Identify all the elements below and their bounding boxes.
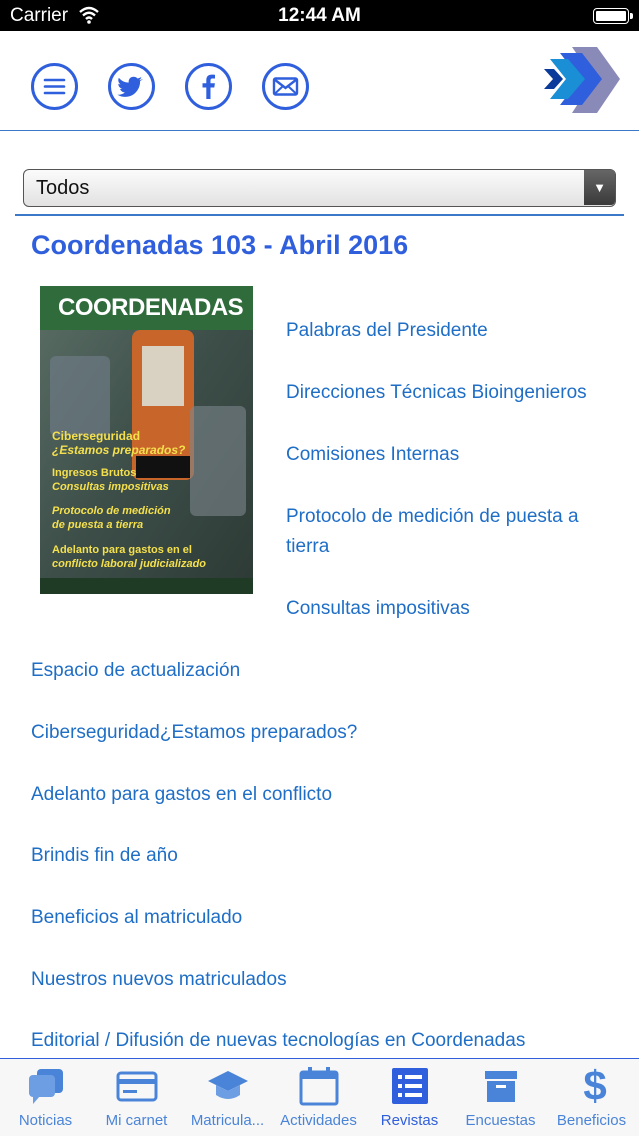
- cover-headline-4: Consultas impositivas: [52, 481, 169, 493]
- cover-headline-5: Protocolo de medición: [52, 505, 171, 517]
- filter-selected-value: Todos: [36, 177, 90, 199]
- twitter-icon[interactable]: [108, 63, 155, 110]
- article-link[interactable]: Protocolo de medición de puesta a tierra: [286, 506, 579, 557]
- magazine-cover[interactable]: [40, 286, 253, 594]
- tab-label: Encuestas: [465, 1112, 536, 1129]
- tab-label: Actividades: [280, 1112, 357, 1129]
- tab-matriculados[interactable]: [182, 1059, 273, 1137]
- tab-actividades[interactable]: [273, 1059, 364, 1137]
- facebook-icon[interactable]: [185, 63, 232, 110]
- tab-mi-carnet[interactable]: [91, 1059, 182, 1137]
- article-link[interactable]: Brindis fin de año: [31, 845, 178, 866]
- article-link[interactable]: Consultas impositivas: [286, 598, 470, 619]
- dropdown-arrow-icon[interactable]: ▼: [584, 170, 615, 205]
- article-link[interactable]: Beneficios al matriculado: [31, 907, 243, 928]
- tab-bar: [0, 1058, 639, 1136]
- tab-label: Matricula...: [190, 1112, 265, 1129]
- article-link[interactable]: Editorial / Difusión de nuevas tecnologías en Coordenadas: [31, 1030, 526, 1051]
- cover-headline-8: conflicto laboral judicializado: [52, 558, 207, 570]
- article-link[interactable]: Nuestros nuevos matriculados: [31, 969, 287, 990]
- cover-masthead: COORDENADAS: [58, 294, 244, 321]
- article-link[interactable]: Comisiones Internas: [286, 444, 460, 465]
- cover-headline-7: Adelanto para gastos en el: [52, 544, 192, 556]
- tab-label: Beneficios: [556, 1112, 627, 1129]
- tab-label: Noticias: [18, 1112, 73, 1129]
- article-link[interactable]: Direcciones Técnicas Bioingenieros: [286, 382, 587, 403]
- calendar-icon: [298, 1065, 340, 1107]
- tab-encuestas[interactable]: [455, 1059, 546, 1137]
- tab-revistas[interactable]: [364, 1059, 455, 1137]
- mail-icon[interactable]: [262, 63, 309, 110]
- graduation-cap-icon: [207, 1065, 249, 1107]
- filter-select[interactable]: [23, 169, 616, 207]
- dollar-icon: $: [583, 1062, 607, 1109]
- article-link[interactable]: Adelanto para gastos en el conflicto: [31, 784, 333, 805]
- article-link[interactable]: Palabras del Presidente: [286, 320, 488, 341]
- carrier-label: Carrier: [10, 5, 69, 26]
- tab-noticias[interactable]: [0, 1059, 91, 1137]
- cover-headline-1: Ciberseguridad: [52, 429, 141, 443]
- article-link[interactable]: Ciberseguridad¿Estamos preparados?: [31, 722, 358, 743]
- id-card-icon: [116, 1065, 158, 1107]
- issue-title: Coordenadas 103 - Abril 2016: [31, 230, 409, 260]
- cover-headline-6: de puesta a tierra: [52, 519, 144, 531]
- clock: 12:44 AM: [278, 5, 361, 26]
- archive-box-icon: [480, 1065, 522, 1107]
- chat-bubbles-icon: [25, 1065, 67, 1107]
- divider: [15, 214, 624, 216]
- tab-label: Revistas: [380, 1112, 439, 1129]
- status-bar: [0, 0, 639, 31]
- battery-icon: [593, 8, 629, 24]
- tab-label: Mi carnet: [105, 1112, 168, 1129]
- article-link[interactable]: Espacio de actualización: [31, 660, 241, 681]
- list-icon: [389, 1065, 431, 1107]
- cover-headline-3: Ingresos Brutos: [52, 467, 137, 479]
- logo-icon: [542, 41, 622, 119]
- tab-beneficios[interactable]: [546, 1059, 637, 1137]
- cover-headline-2: ¿Estamos preparados?: [52, 443, 186, 457]
- top-bar: [0, 31, 639, 131]
- menu-icon[interactable]: [31, 63, 78, 110]
